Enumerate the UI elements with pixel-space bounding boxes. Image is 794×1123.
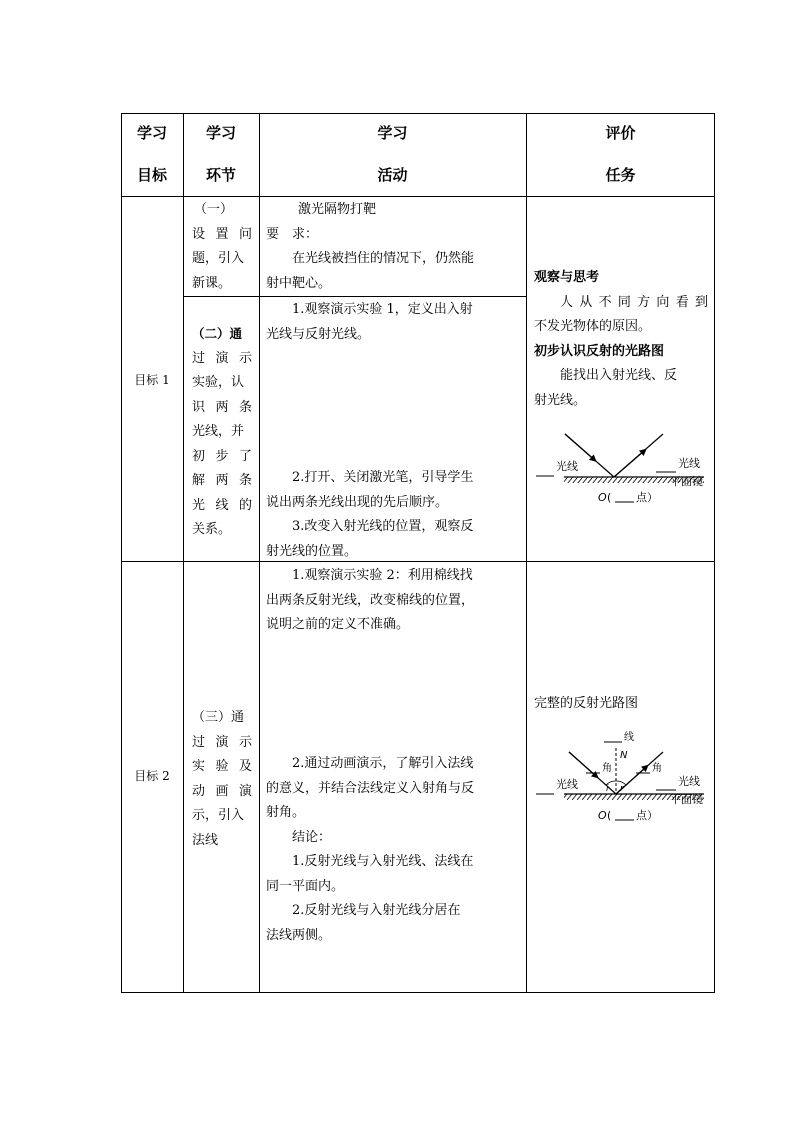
text-line: 同一平面内。 [266,878,345,894]
text-line: 射光线。 [534,392,587,408]
text-line: 2.打开、关闭激光笔，引导学生 [292,470,474,485]
text-line: 识 两 条 [192,399,252,415]
text-line: 射角。 [266,805,306,820]
text-line: 实 验 及 [192,759,252,774]
text-line: 法线两侧。 [266,927,332,943]
point-o-label: O [598,491,607,504]
text-line: 2.反射光线与入射光线分居在 [292,903,461,918]
mirror-label: 平面镜 [670,475,703,488]
text-line: 光线与反射光线。 [266,326,371,342]
point-paren: ( [607,491,612,504]
text-line: 不发光物体的原因。 [534,319,652,334]
angle-i-symbol: i [606,784,609,794]
text-line: （三）通 [192,710,245,725]
incident-angle-label: 角 [602,763,612,774]
row-divider [183,296,526,297]
right-ray-label: 光线 [678,457,700,470]
goal-2: 目标 2 [134,769,170,783]
text-line: 初步认识反射的光路图 [534,343,665,359]
text-line: 学习 [136,124,167,142]
text-line: 过 演 示 [192,734,252,750]
text-line: 射光线的位置。 [266,543,358,559]
left-ray-label: 光线 [556,778,578,791]
text-line: 过 演 示 [192,350,252,366]
text-line: 人从不同方向看到 [560,294,708,310]
text-line: 法线 [192,832,219,848]
stage-2 [192,322,252,543]
point-suffix: 点） [636,809,658,822]
left-ray-label: 光线 [556,460,578,473]
reflection-angle-label: 角 [652,763,662,774]
text-line: 光 线 的 [192,497,252,513]
text-line: 1.观察演示实验 1，定义出入射 [292,302,473,317]
stage-1 [192,198,252,296]
row-divider [121,196,715,197]
text-line: 设 置 问 [192,226,252,242]
header-stage [183,121,259,187]
text-line: 活动 [377,166,408,184]
activity-3-bottom [266,752,520,948]
text-line: 观察与思考 [534,270,600,285]
text-line: 3.改变入射光线的位置，观察反 [292,519,474,534]
text-line: 评价 [605,124,636,142]
text-line: 环节 [205,166,236,184]
column-divider [183,113,184,993]
activity-3-top [266,564,520,638]
text-line: 解 两 条 [192,473,252,488]
activity-2-bottom [266,466,520,564]
text-line: （一） [194,202,234,217]
header-goal [121,121,183,187]
text-line: 说明之前的定义不准确。 [266,617,410,632]
text-line: 学习 [377,124,408,142]
text-line: 示，引入 [192,808,245,823]
text-line: 的意义，并结合法线定义入射角与反 [266,780,475,796]
activity-2-top [266,298,520,347]
point-o-label: O [598,809,607,822]
text-line: 能找出入射光线、反 [560,368,678,383]
text-line: 2.通过动画演示，了解引入法线 [292,756,474,771]
text-line: 关系。 [192,522,232,537]
normal-line-label: 线 [624,732,634,743]
text-line: 实验，认 [192,375,245,390]
mirror-label: 平面镜 [670,793,703,806]
reflected-arrow [614,451,644,477]
angle-r-symbol: r [620,784,624,794]
evaluation-2-title: 完整的反射光路图 [534,696,639,711]
incident-arrow [565,434,594,460]
text-line: 1.反射光线与入射光线、法线在 [292,854,474,869]
column-divider [259,113,260,993]
reflection-diagram-1 [532,430,712,512]
text-line: 初 步 了 [192,448,252,464]
reflection-diagram-2 [532,728,712,830]
stage-3 [192,706,252,853]
text-line: 结论： [292,829,332,845]
text-line: 激光隔物打靶 [298,202,377,217]
text-line: 说出两条光线出现的先后顺序。 [266,494,449,510]
text-line: 学习 [205,124,236,142]
text-line: 光线，并 [192,424,245,439]
column-divider [526,113,527,993]
activity-1 [266,198,520,296]
text-line: 射中靶心。 [266,275,332,291]
text-line: （二）通 [192,326,243,341]
incident-arrow [569,752,596,776]
text-line: 目标 [136,166,167,184]
point-suffix: 点） [636,491,658,504]
right-ray-label: 光线 [678,775,700,788]
text-line: 新课。 [192,275,232,291]
header-activity [259,121,526,187]
text-line: 要 求： [266,226,319,242]
normal-n-label: N [620,750,628,761]
text-line: 出两条反射光线，改变棉线的位置， [266,592,475,608]
text-line: 在光线被挡住的情况下，仍然能 [292,251,475,266]
header-evaluation [526,121,715,187]
text-line: 1.观察演示实验 2：利用棉线找 [292,568,473,583]
goal-1: 目标 1 [134,373,170,387]
text-line: 任务 [605,166,636,184]
point-paren: ( [607,809,612,822]
text-line: 题，引入 [192,251,245,266]
evaluation-1 [534,266,708,413]
text-line: 动 画 演 [192,783,252,799]
